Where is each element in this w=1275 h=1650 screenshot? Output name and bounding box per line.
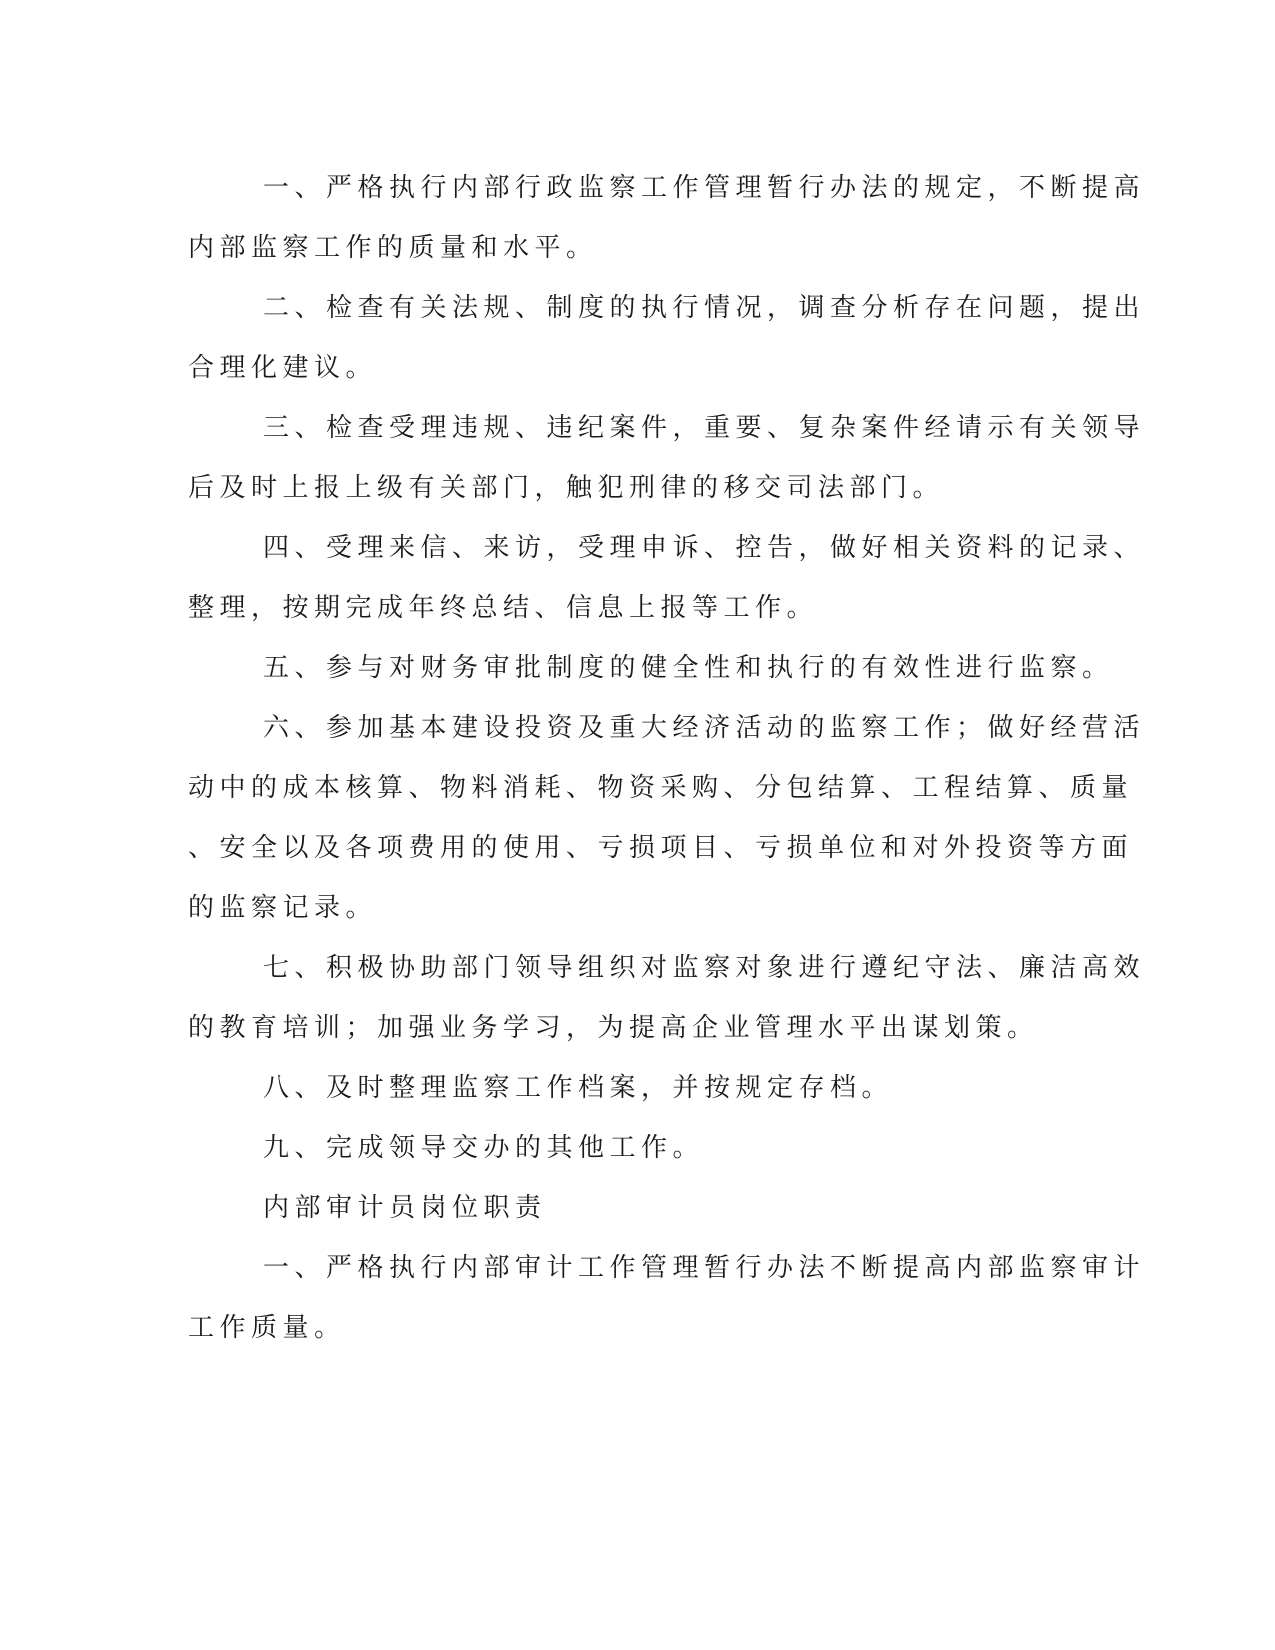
- text-line: 五、参与对财务审批制度的健全性和执行的有效性进行监察。: [263, 653, 1114, 683]
- text-line: 七、积极协助部门领导组织对监察对象进行遵纪守法、廉洁高效: [263, 953, 1146, 983]
- text-line: 四、受理来信、来访，受理申诉、控告，做好相关资料的记录、: [263, 533, 1146, 563]
- paragraph-7: [188, 938, 1146, 1058]
- text-line: 二、检查有关法规、制度的执行情况，调查分析存在问题，提出: [263, 293, 1146, 323]
- text-line: 九、完成领导交办的其他工作。: [263, 1133, 705, 1163]
- paragraph-6: [188, 698, 1146, 938]
- text-line: 工作质量。: [188, 1313, 346, 1343]
- text-line: 后及时上报上级有关部门，触犯刑律的移交司法部门。: [188, 473, 945, 503]
- paragraph-3: [188, 398, 1146, 518]
- paragraph-11: [188, 1238, 1146, 1358]
- text-line: 一、严格执行内部行政监察工作管理暂行办法的规定，不断提高: [263, 173, 1146, 203]
- text-line: 、安全以及各项费用的使用、亏损项目、亏损单位和对外投资等方面: [188, 833, 1134, 863]
- paragraph-5: [188, 638, 1114, 698]
- paragraph-1: [188, 158, 1146, 278]
- text-line: 八、及时整理监察工作档案，并按规定存档。: [263, 1073, 894, 1103]
- paragraph-4: [188, 518, 1146, 638]
- paragraph-9: [188, 1118, 1068, 1178]
- section-heading: [188, 1178, 1068, 1238]
- heading-line: 内部审计员岗位职责: [263, 1193, 547, 1223]
- text-line: 六、参加基本建设投资及重大经济活动的监察工作；做好经营活: [263, 713, 1146, 743]
- text-line: 三、检查受理违规、违纪案件，重要、复杂案件经请示有关领导: [263, 413, 1146, 443]
- text-line: 合理化建议。: [188, 353, 378, 383]
- text-line: 内部监察工作的质量和水平。: [188, 233, 598, 263]
- paragraph-8: [188, 1058, 1068, 1118]
- text-line: 整理，按期完成年终总结、信息上报等工作。: [188, 593, 819, 623]
- text-line: 的监察记录。: [188, 893, 378, 923]
- text-line: 一、严格执行内部审计工作管理暂行办法不断提高内部监察审计: [263, 1253, 1146, 1283]
- paragraph-2: [188, 278, 1146, 398]
- text-line: 的教育培训；加强业务学习，为提高企业管理水平出谋划策。: [188, 1013, 1039, 1043]
- text-line: 动中的成本核算、物料消耗、物资采购、分包结算、工程结算、质量: [188, 773, 1134, 803]
- document-body: [188, 158, 1146, 1358]
